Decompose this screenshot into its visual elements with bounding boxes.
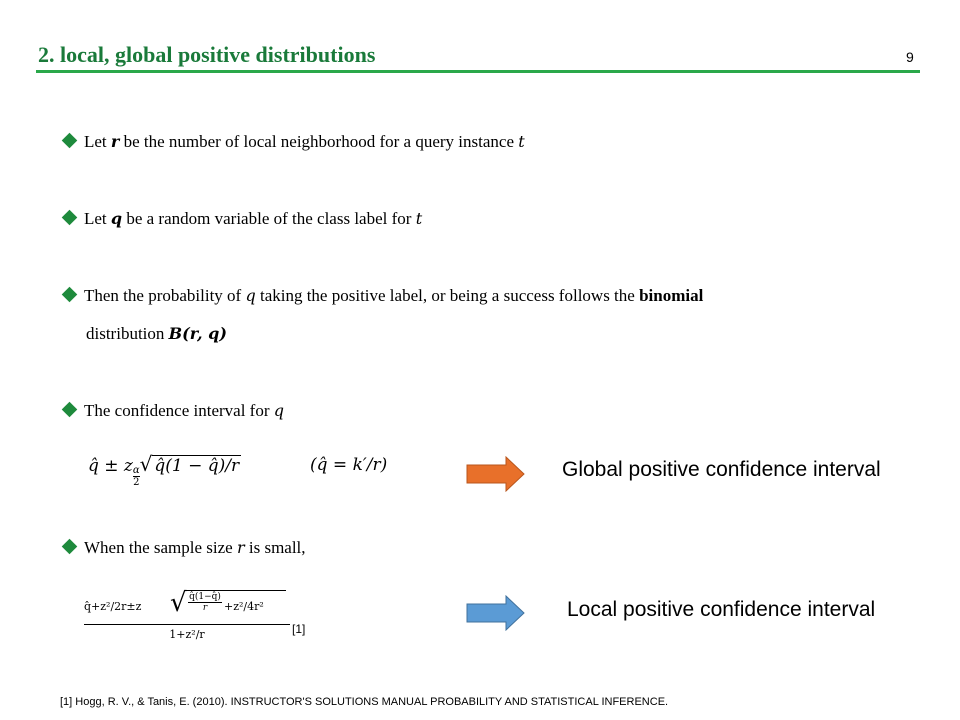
diamond-bullet-icon — [62, 539, 78, 555]
fraction-denominator: 1+z²/r — [84, 624, 290, 641]
sqrt-tail: +z²/4r² — [224, 600, 264, 613]
bullet-text: When the sample size — [84, 538, 233, 557]
math-var: r — [236, 538, 245, 557]
global-hat-definition: (q̂ = k′/r) — [310, 455, 388, 475]
global-arrow-icon — [466, 456, 526, 492]
sqrt-fraction-den: r — [202, 603, 208, 613]
bullet-text: taking the positive label, or being a success follows the — [259, 286, 635, 305]
bullet-binomial — [64, 285, 703, 307]
bullet-class-label — [64, 208, 422, 230]
subscript-two: 2 — [133, 477, 140, 488]
fraction-numerator — [84, 588, 290, 622]
formula-sqrt-body: q̂(1 − q̂)/r — [154, 456, 240, 476]
bold-term: binomial — [639, 286, 704, 305]
bullet-text: Let — [84, 132, 107, 151]
slide-title: 2. local, global positive distributions — [38, 42, 376, 67]
math-var: q — [110, 209, 123, 228]
formula-subscript — [133, 465, 140, 488]
sqrt-fraction-num: q̂(1−q̂) — [189, 592, 221, 602]
diamond-bullet-icon — [62, 210, 78, 226]
citation-ref: [1] — [292, 622, 306, 636]
subscript-alpha: α — [132, 465, 140, 476]
math-var: t — [518, 132, 525, 151]
bullet-confidence-interval — [64, 400, 284, 422]
diamond-bullet-icon — [62, 287, 78, 303]
footnote: [1] Hogg, R. V., & Tanis, E. (2010). INSTRUCTOR'S SOLUTIONS MANUAL PROBABILITY AND STATISTICAL INFERENCE. — [60, 696, 669, 708]
bullet-text: The confidence interval for — [84, 401, 270, 420]
global-interval-label: Global positive confidence interval — [562, 458, 881, 481]
math-var: q — [245, 286, 256, 305]
math-var: q — [273, 401, 284, 420]
bullet-text: Then the probability of — [84, 286, 242, 305]
math-var: r — [110, 132, 120, 151]
sqrt-fraction — [188, 592, 222, 613]
bullet-text: is small, — [248, 538, 306, 557]
sqrt-sign: √ — [139, 452, 153, 476]
bullet-text: Let — [84, 209, 107, 228]
formula-part: q̂ ± z — [88, 456, 133, 476]
local-arrow-icon — [466, 595, 526, 631]
bullet-neighborhood — [64, 131, 525, 153]
math-var: t — [415, 209, 423, 228]
local-interval-label: Local positive confidence interval — [567, 598, 876, 621]
bullet-text: distribution — [86, 324, 165, 343]
diamond-bullet-icon — [62, 402, 78, 418]
title-divider — [36, 70, 920, 73]
bullet-binomial-continued — [86, 323, 227, 345]
local-interval-formula — [84, 588, 290, 641]
numerator-left: q̂+z²/2r±z — [84, 600, 142, 613]
page-number: 9 — [906, 49, 914, 65]
sqrt-sign: √ — [170, 588, 187, 618]
math-expression: B(r, q) — [168, 324, 227, 343]
bullet-text: be the number of local neighborhood for a query instance — [123, 132, 514, 151]
bullet-small-sample — [64, 537, 306, 559]
global-interval-formula — [88, 452, 241, 488]
bullet-text: be a random variable of the class label for — [126, 209, 412, 228]
diamond-bullet-icon — [62, 133, 78, 149]
